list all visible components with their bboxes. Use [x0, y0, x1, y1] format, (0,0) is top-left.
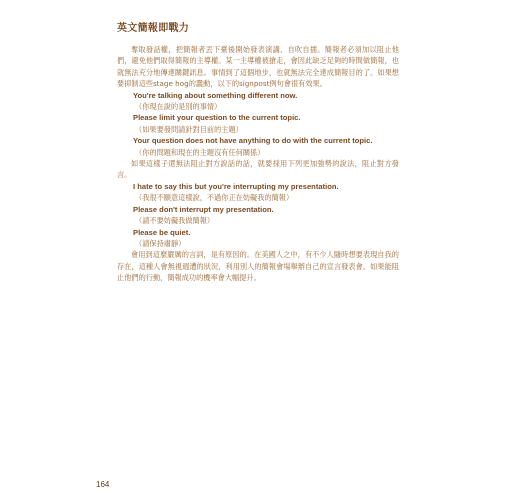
- example-sentence-en: Your question does not have anything to do with the current topic.: [133, 136, 373, 146]
- example-sentence-en: I hate to say this but you're interrupting my presentation.: [133, 181, 339, 191]
- example-translation-zh: （請不要妨礙我做簡報）: [135, 216, 215, 226]
- example-translation-zh: （請保持肅靜）: [135, 238, 186, 248]
- page-number: 164: [96, 480, 110, 489]
- example-sentence-en: Please be quiet.: [133, 227, 191, 237]
- example-translation-zh: （你的問題和現在的主題沒有任何關係）: [135, 147, 265, 157]
- intro-paragraph: 奪取發話權，把簡報者丟下臺後開始發表演講、自吹自擂。簡報者必須加以阻止他們，避免他們取得簡報的主導權。某一主導權被搶走，會因此缺乏足夠的時間做簡報，也就無法充分地傳達關鍵訊息。事情到了這個地步，也就無法完全達成簡報目的了。如果想要抑制這些stage hog的蠢動，以下的signpost例句會很有效果。: [117, 45, 399, 89]
- example-translation-zh: （如果要發問請針對目前的主題）: [135, 124, 243, 134]
- running-header-title: 英文簡報即戰力: [117, 23, 190, 34]
- example-sentence-en: You're talking about something different now.: [133, 90, 298, 100]
- body-text: [117, 44, 399, 284]
- example-sentence-en: Please don't interrupt my presentation.: [133, 204, 274, 214]
- closing-paragraph: 會用到這麼嚴厲的言詞，是有原因的。在美國人之中，有不少人隨時想要表現自我的存在，這種人會無視週遭的狀況，利用別人的簡報會場舉辦自己的宣言發表會。如果能阻止他們的行動，簡報成功的機率會大幅提升。: [117, 250, 399, 283]
- middle-paragraph: 如果這樣子還無法阻止對方說話的話，就要採用下列更加強勢的說法，阻止對方發言。: [117, 159, 399, 180]
- example-translation-zh: （你現在說的是別的事情）: [135, 102, 222, 112]
- example-translation-zh: （我很不願意這樣說，不過你正在妨礙我的簡報）: [135, 193, 294, 203]
- example-sentence-en: Please limit your question to the current topic.: [133, 113, 301, 123]
